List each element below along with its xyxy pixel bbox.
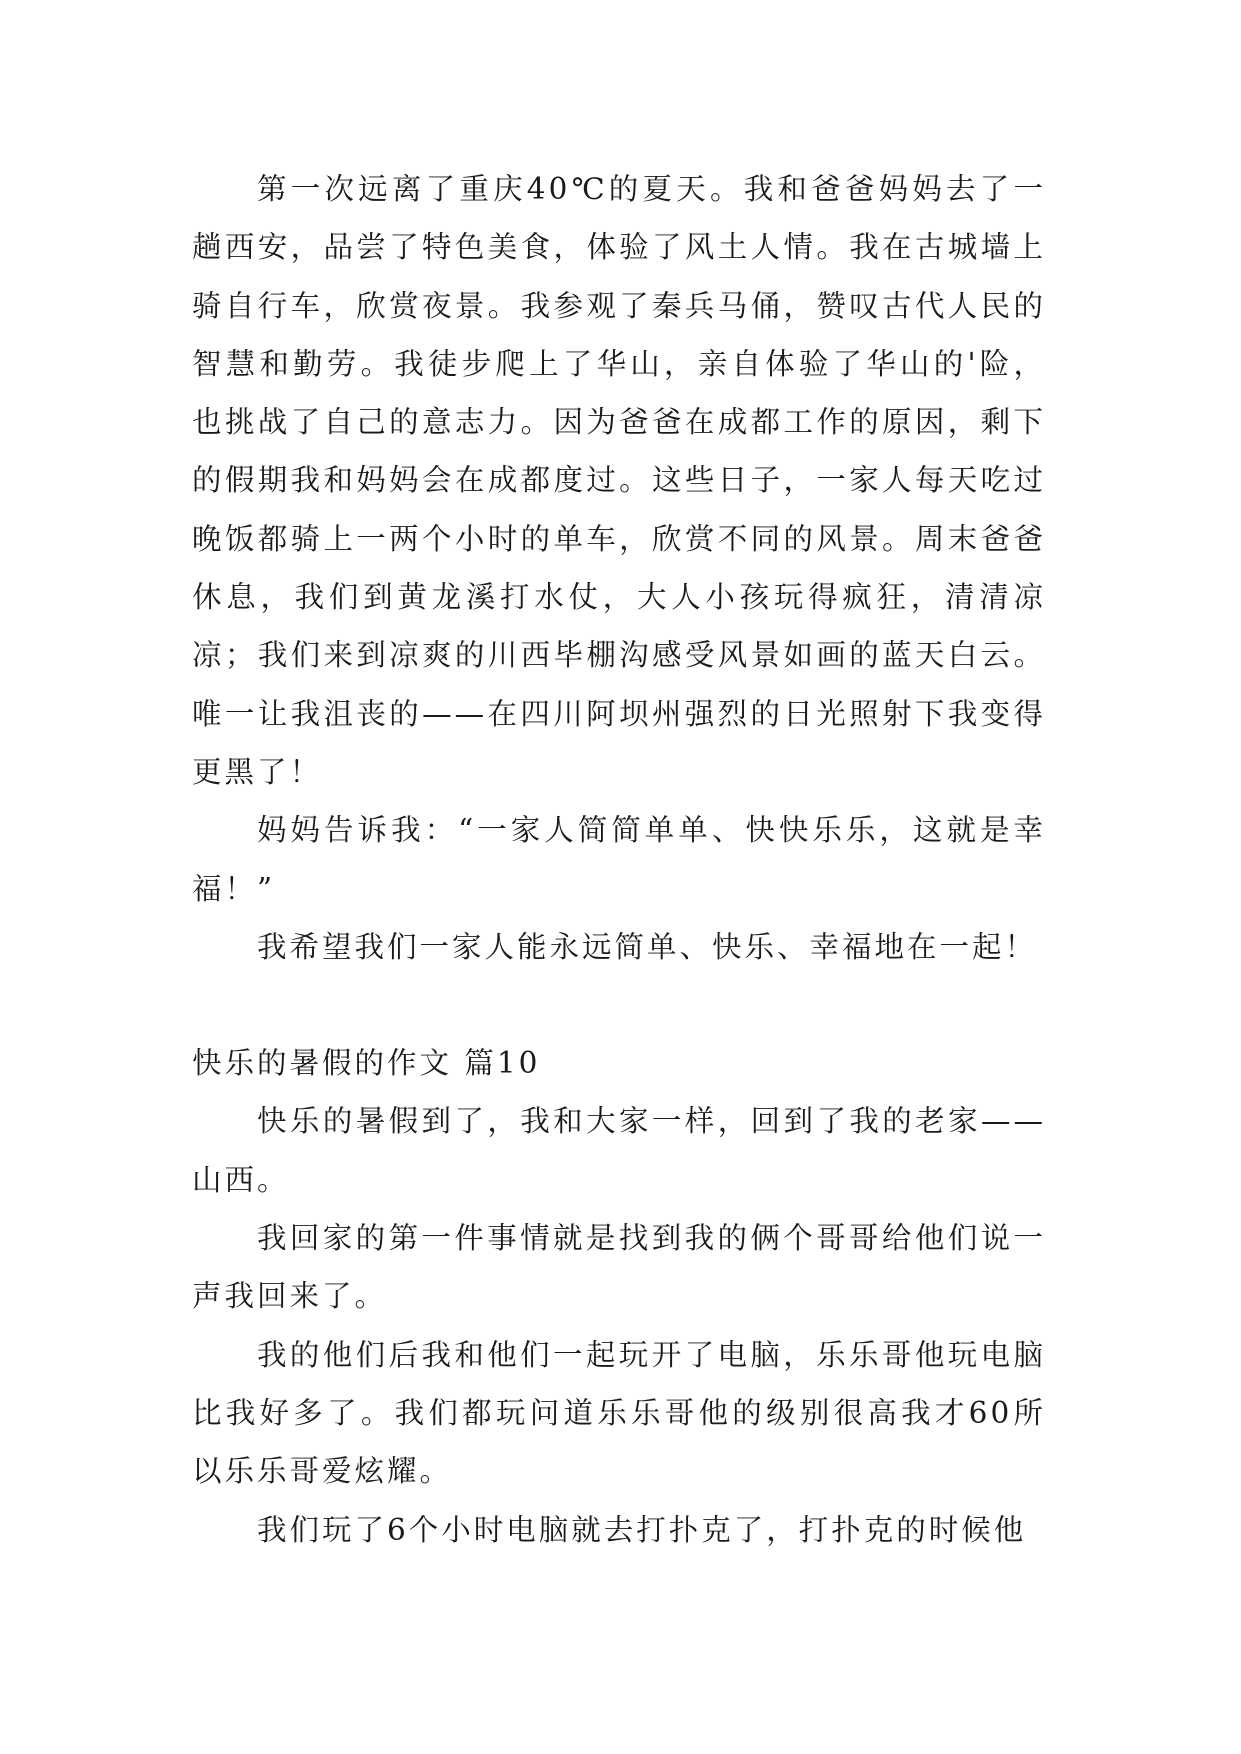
body-paragraph: 我的他们后我和他们一起玩开了电脑，乐乐哥他玩电脑比我好多了。我们都玩问道乐乐哥他的级别很高我才60所以乐乐哥爱炫耀。 [192,1337,1046,1489]
body-paragraph: 快乐的暑假到了，我和大家一样，回到了我的老家——山西。 [192,1104,1046,1197]
section-spacer [192,976,1046,1034]
body-paragraph: 我们玩了6个小时电脑就去打扑克了，打扑克的时候他 [257,1512,1027,1547]
body-paragraph: 第一次远离了重庆40℃的夏天。我和爸爸妈妈去了一趟西安，品尝了特色美食，体验了风土人情。我在古城墙上骑自行车，欣赏夜景。我参观了秦兵马俑，赞叹古代人民的智慧和勤劳。我徒步爬上了华山，亲自体验了华山的'险，也挑战了自己的意志力。因为爸爸在成都工作的原因，剩下的假期我和妈妈会在成都度过。这些日子，一家人每天吃过晚饭都骑上一两个小时的单车，欣赏不同的风景。周末爸爸休息，我们到黄龙溪打水仗，大人小孩玩得疯狂，清清凉凉；我们来到凉爽的川西毕棚沟感受风景如画的蓝天白云。唯一让我沮丧的——在四川阿坝州强烈的日光照射下我变得更黑了！ [192,172,1046,789]
document-page [192,160,1046,1559]
body-paragraph: 妈妈告诉我：“一家人简简单单、快快乐乐，这就是幸福！” [192,813,1046,906]
body-paragraph: 我希望我们一家人能永远简单、快乐、幸福地在一起！ [257,929,1038,964]
body-paragraph: 我回家的第一件事情就是找到我的俩个哥哥给他们说一声我回来了。 [192,1221,1046,1314]
section-title: 快乐的暑假的作文 篇10 [192,1046,541,1081]
